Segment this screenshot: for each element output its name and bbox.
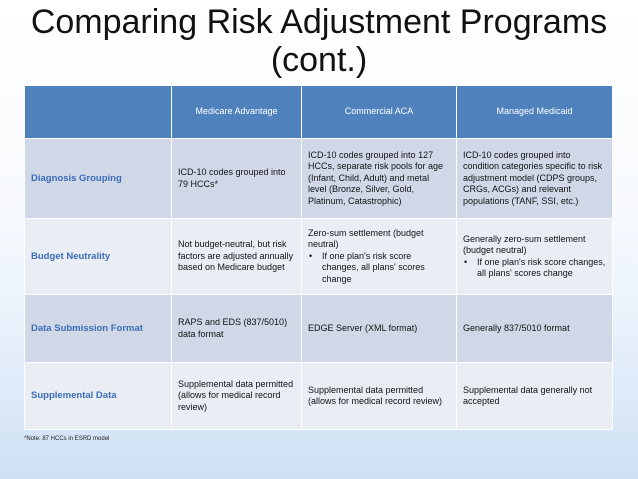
table-row-diagnosis-grouping [25,139,613,219]
cell-budget-commercial [302,219,457,295]
list-item [308,251,450,286]
cell-submission-medicaid: Generally 837/5010 format [457,295,613,363]
cell-supplemental-commercial: Supplemental data permitted (allows for medical record review) [302,363,457,430]
cell-diagnosis-medicare: ICD-10 codes grouped into 79 HCCs* [172,139,302,219]
header-empty [25,86,172,139]
slide-title [0,0,638,80]
cell-submission-medicare: RAPS and EDS (837/5010) data format [172,295,302,363]
title-line-2: (cont.) [270,41,368,79]
cell-diagnosis-commercial: ICD-10 codes grouped into 127 HCCs, separate risk pools for age (Infant, Child, Adult) and metal level (Bronze, Silver, Gold, Platinum, Catastrophic) [302,139,457,219]
cell-submission-commercial: EDGE Server (XML format) [302,295,457,363]
budget-commercial-list [308,251,450,286]
table-row-data-submission-format [25,295,613,363]
comparison-table [24,85,613,430]
budget-medicaid-list [463,257,606,280]
list-item [463,257,606,280]
cell-diagnosis-medicaid: ICD-10 codes grouped into condition categories specific to risk adjustment model (CDPS groups, CRGs, ACGs) and relevant populations (TANF, SSI, etc.) [457,139,613,219]
header-commercial-aca: Commercial ACA [302,86,457,139]
header-medicare-advantage: Medicare Advantage [172,86,302,139]
cell-budget-medicare: Not budget-neutral, but risk factors are adjusted annually based on Medicare budget [172,219,302,295]
footnote: *Note: 87 HCCs in ESRD model [24,436,110,442]
table-row-supplemental-data [25,363,613,430]
budget-medicaid-bullet: If one plan's risk score changes, all plans' scores change [477,256,606,278]
header-managed-medicaid: Managed Medicaid [457,86,613,139]
bullet-marker: • [309,250,313,261]
cell-budget-medicaid [457,219,613,295]
budget-commercial-intro: Zero-sum settlement (budget neutral) [308,227,424,250]
comparison-table-container [24,85,612,430]
table-header-row [25,86,613,139]
row-label-supplemental-data: Supplemental Data [25,363,172,430]
budget-commercial-bullet: If one plan's risk score changes, all plans' scores change [322,250,425,284]
row-label-budget-neutrality: Budget Neutrality [25,219,172,295]
row-label-diagnosis-grouping: Diagnosis Grouping [25,139,172,219]
bullet-marker: • [464,256,468,267]
cell-supplemental-medicare: Supplemental data permitted (allows for medical record review) [172,363,302,430]
table-row-budget-neutrality [25,219,613,295]
row-label-data-submission-format: Data Submission Format [25,295,172,363]
cell-supplemental-medicaid: Supplemental data generally not accepted [457,363,613,430]
budget-medicaid-intro: Generally zero-sum settlement (budget neutral) [463,233,586,255]
title-line-1: Comparing Risk Adjustment Programs [30,3,608,41]
